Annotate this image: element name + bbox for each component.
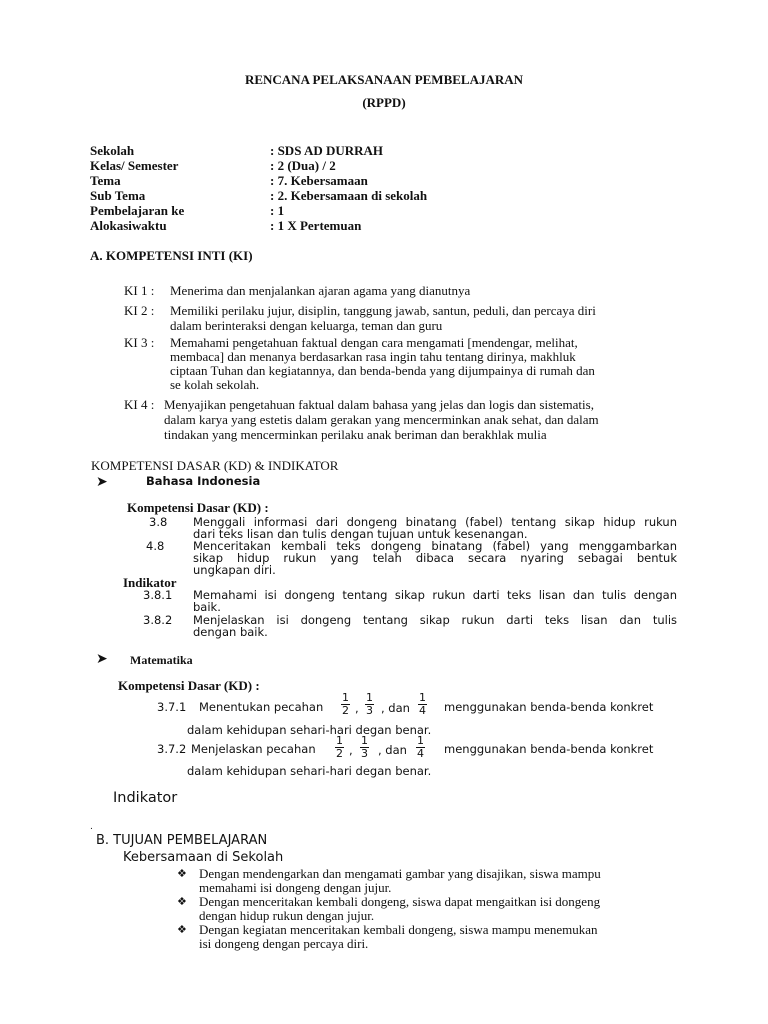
kd-3-8-num: 3.8 xyxy=(149,515,168,529)
identity-value-pembelajaran: : 1 xyxy=(270,203,285,218)
fraction-third: $\frac{1}{3}$ xyxy=(366,691,373,717)
kd-section-heading: KOMPETENSI DASAR (KD) & INDIKATOR xyxy=(91,458,339,473)
ind-3-8-1-line2: baik. xyxy=(193,600,221,614)
fraction-half: $\frac{1}{2}$ xyxy=(342,691,349,717)
kd-4-8-line3: ungkapan diri. xyxy=(193,563,276,577)
kd-3-7-2-line2: dalam kehidupan sehari-hari degan benar. xyxy=(187,764,432,778)
ki-4-label: KI 4 : xyxy=(124,397,155,412)
ki-1-text: Menerima dan menjalankan ajaran agama yang dianutnya xyxy=(170,283,471,298)
document-title: RENCANA PELAKSANAAN PEMBELAJARAN xyxy=(244,72,524,87)
diamond-bullet-icon: ❖ xyxy=(177,895,187,908)
ki-4-text-line1: Menyajikan pengetahuan faktual dalam bahasa yang jelas dan logis dan sistematis, xyxy=(164,397,594,412)
tujuan-1-line2: memahami isi dongeng dengan jujur. xyxy=(199,880,392,895)
identity-value-tema: : 7. Kebersamaan xyxy=(270,173,368,188)
kd-3-7-1-post: menggunakan benda-benda konkret xyxy=(444,700,654,714)
kd-3-7-1-pre: Menentukan pecahan xyxy=(199,700,324,714)
identity-label-subtema: Sub Tema xyxy=(90,188,146,203)
matematika-indikator-heading: Indikator xyxy=(113,790,178,806)
ki-2-label: KI 2 : xyxy=(124,303,155,318)
kd-4-8-line1: Menceritakan kembali teks dongeng binatang (fabel) yang menggambarkan xyxy=(193,539,677,553)
matematika-kd-heading: Kompetensi Dasar (KD) : xyxy=(118,678,260,693)
fraction-half-2: $\frac{1}{2}$ xyxy=(336,734,343,760)
ki-4-text-line2: dalam karya yang estetis dalam gerakan yang mencerminkan anak sehat, dan dalam xyxy=(164,412,599,427)
identity-label-tema: Tema xyxy=(90,173,121,188)
identity-value-kelas: : 2 (Dua) / 2 xyxy=(270,158,336,173)
kd-3-7-2-pre: Menjelaskan pecahan xyxy=(191,742,316,756)
tujuan-3-line1: Dengan kegiatan menceritakan kembali dongeng, siswa mampu menemukan xyxy=(199,922,598,937)
bahasa-kd-heading: Kompetensi Dasar (KD) : xyxy=(127,500,269,515)
ind-3-8-2-line1: Menjelaskan isi dongeng tentang sikap rukun darti teks lisan dan tulis xyxy=(193,613,677,627)
fraction-third-2: $\frac{1}{3}$ xyxy=(361,734,368,760)
bahasa-bullet-icon: ➤ xyxy=(96,475,108,490)
kd-3-7-1-num: 3.7.1 xyxy=(157,700,187,714)
ind-3-8-1-num: 3.8.1 xyxy=(143,588,173,602)
kd-3-7-1-line2: dalam kehidupan sehari-hari degan benar. xyxy=(187,723,432,737)
bahasa-subject: Bahasa Indonesia xyxy=(146,474,261,488)
ki-3-text-line4: se kolah sekolah. xyxy=(170,377,260,392)
diamond-bullet-icon: ❖ xyxy=(177,867,187,880)
ind-3-8-2-num: 3.8.2 xyxy=(143,613,173,627)
ki-4-text-line3: tindakan yang mencerminkan perilaku anak beriman dan berakhlak mulia xyxy=(164,427,547,442)
kd-3-8-line1: Menggali informasi dari dongeng binatang (fabel) tentang sikap hidup rukun xyxy=(193,515,677,529)
ki-3-text-line1: Memahami pengetahuan faktual dengan cara mengamati [mendengar, melihat, xyxy=(170,335,578,350)
ki-2-text-line1: Memiliki perilaku jujur, disiplin, tanggung jawab, santun, peduli, dan percaya diri xyxy=(170,303,596,318)
identity-value-alokasi: : 1 X Pertemuan xyxy=(270,218,362,233)
identity-label-alokasi: Alokasiwaktu xyxy=(90,218,167,233)
ind-3-8-2-line2: dengan baik. xyxy=(193,625,268,639)
fraction-quarter: $\frac{1}{4}$ xyxy=(419,691,426,717)
identity-value-sekolah: : SDS AD DURRAH xyxy=(270,143,384,158)
bahasa-indikator-heading: Indikator xyxy=(123,575,177,590)
kd-4-8-num: 4.8 xyxy=(146,539,165,553)
fraction-and-2: , dan xyxy=(378,743,407,757)
fraction-comma: , xyxy=(355,701,359,715)
kd-3-8-line2: dari teks lisan dan tulis dengan tujuan untuk kesenangan. xyxy=(193,527,528,541)
identity-value-subtema: : 2. Kebersamaan di sekolah xyxy=(270,188,428,203)
matematika-subject: Matematika xyxy=(130,653,193,667)
ki-3-label: KI 3 : xyxy=(124,335,155,350)
ki-2-text-line2: dalam berinteraksi dengan keluarga, teman dan guru xyxy=(170,318,443,333)
kd-4-8-line2: sikap hidup rukun yang telah dibaca secara nyaring sebagai bentuk xyxy=(193,551,677,565)
tujuan-1-line1: Dengan mendengarkan dan mengamati gambar yang disajikan, siswa mampu xyxy=(199,866,601,881)
ki-3-text-line3: ciptaan Tuhan dan kegiatannya, dan benda-benda yang dijumpainya di rumah dan xyxy=(170,363,595,378)
tujuan-3-line2: isi dongeng dengan percaya diri. xyxy=(199,936,369,951)
ki-1-label: KI 1 : xyxy=(124,283,155,298)
ind-3-8-1-line1: Memahami isi dongeng tentang sikap rukun darti teks lisan dan tulis dengan xyxy=(193,588,677,602)
kd-3-7-2-num: 3.7.2 xyxy=(157,742,187,756)
section-b-subheading: Kebersamaan di Sekolah xyxy=(123,850,284,865)
section-b-heading: B. TUJUAN PEMBELAJARAN xyxy=(96,833,268,848)
identity-label-kelas: Kelas/ Semester xyxy=(90,158,179,173)
fraction-and: , dan xyxy=(381,701,410,715)
tujuan-2-line2: dengan hidup rukun dengan jujur. xyxy=(199,908,375,923)
identity-label-pembelajaran: Pembelajaran ke xyxy=(90,203,185,218)
tujuan-2-line1: Dengan menceritakan kembali dongeng, siswa dapat mengaitkan isi dongeng xyxy=(199,894,601,909)
section-a-heading: A. KOMPETENSI INTI (KI) xyxy=(90,248,253,263)
document-subtitle: (RPPD) xyxy=(362,95,406,110)
ki-3-text-line2: membaca] dan menanya berdasarkan rasa ingin tahu tentang dirinya, makhluk xyxy=(170,349,576,364)
fraction-quarter-2: $\frac{1}{4}$ xyxy=(417,734,424,760)
fraction-comma-2: , xyxy=(349,743,353,757)
identity-label-sekolah: Sekolah xyxy=(90,143,135,158)
diamond-bullet-icon: ❖ xyxy=(177,923,187,936)
matematika-bullet-icon: ➤ xyxy=(96,652,108,667)
stray-dot: . xyxy=(90,822,93,832)
kd-3-7-2-post: menggunakan benda-benda konkret xyxy=(444,742,654,756)
